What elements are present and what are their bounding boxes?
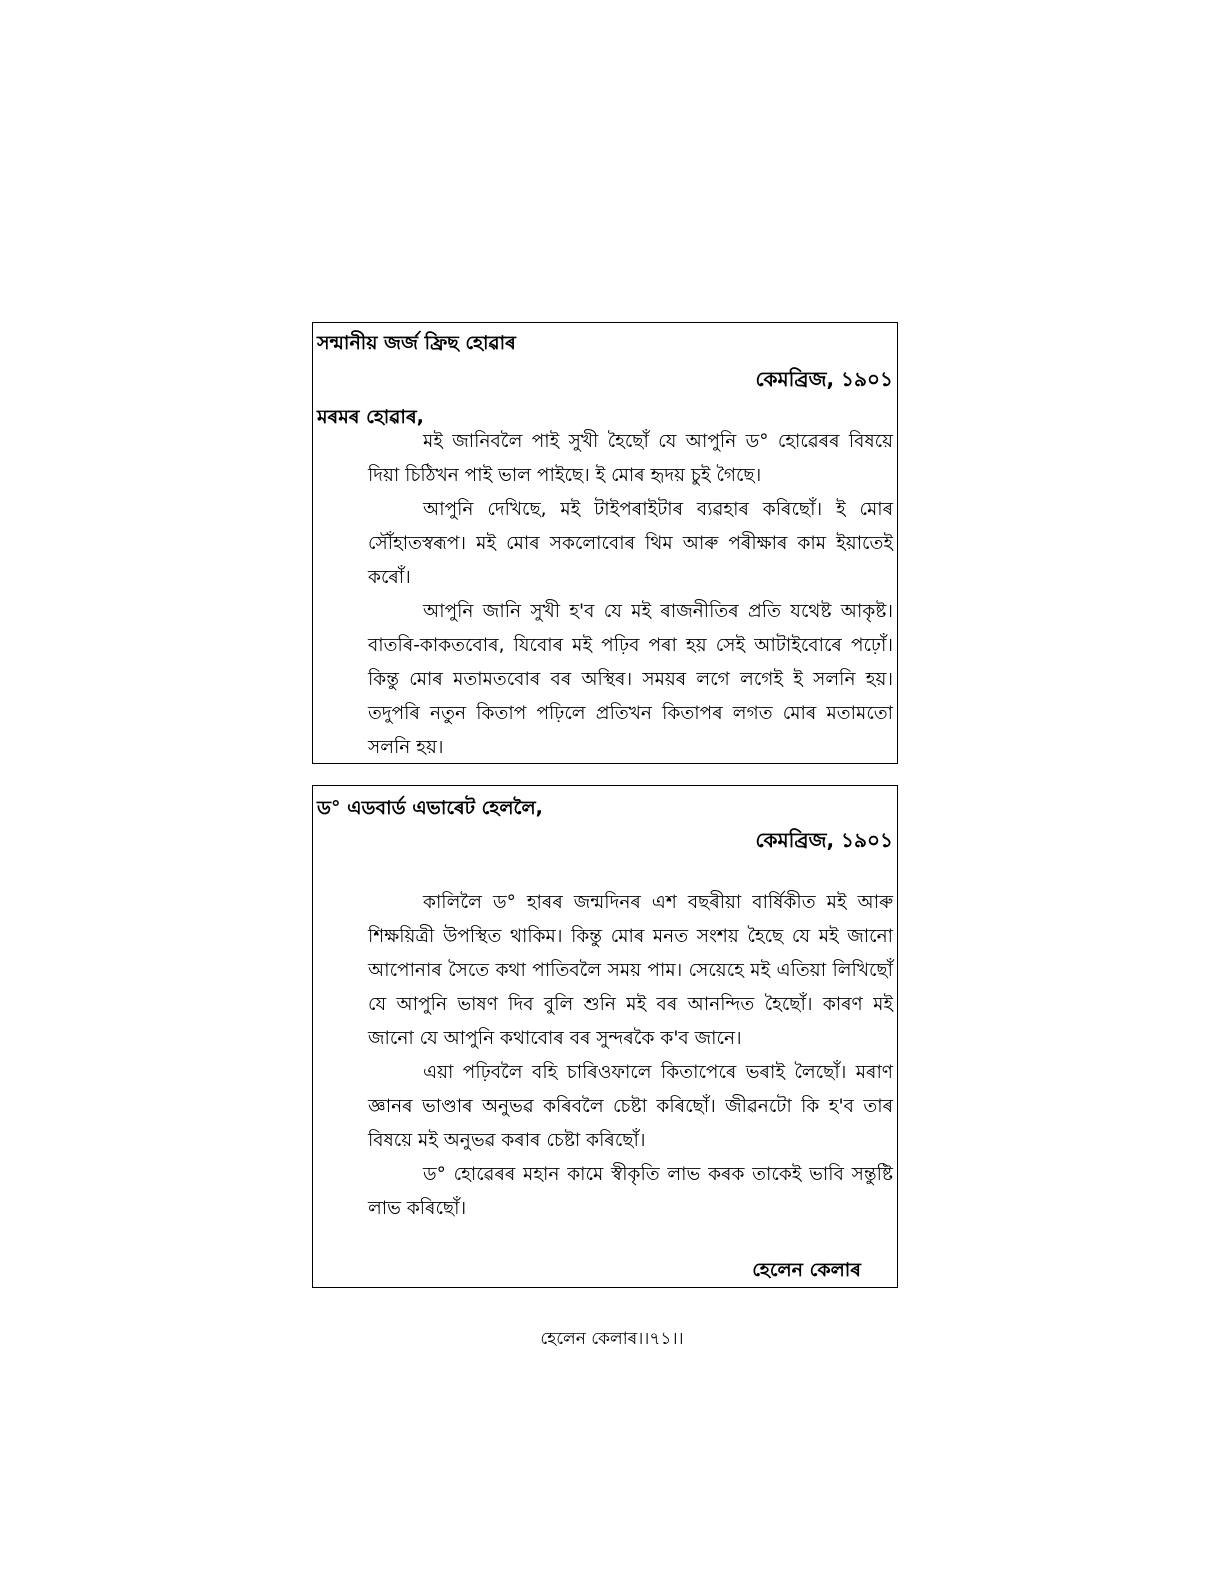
letter-box-2 (312, 785, 898, 1288)
letter-salutation: ড° এডবাৰ্ড এভাৰেট হেললৈ, (317, 797, 543, 819)
letter-paragraph: আপুনি জানি সুখী হ'ব যে মই ৰাজনীতিৰ প্ৰতি যথেষ্ট আকৃষ্ট। বাতৰি-কাকতবোৰ, যিবোৰ মই পঢ়িব পৰা হয় সেই আটাইবোৰে পঢ়োঁ। কিন্তু মোৰ মতামতবোৰ বৰ অস্থিৰ। সময়ৰ লগে লগেই ই সলনি হয়। তদুপৰি নতুন কিতাপ পঢ়িলে প্ৰতিখন কিতাপৰ লগত মোৰ মতামতো সলনি হয়। (368, 601, 893, 758)
letter-body (368, 886, 893, 1226)
letter-paragraph: আপুনি দেখিছে, মই টাইপৰাইটাৰ ব্যৱহাৰ কৰিছোঁ। ই মোৰ সৌঁহাতস্বৰূপ। মই মোৰ সকলোবোৰ থিম আৰু পৰীক্ষাৰ কাম ইয়াতেই কৰোঁ। (368, 499, 893, 588)
letter-box-1 (312, 322, 898, 764)
letter-paragraph: মই জানিবলৈ পাই সুখী হৈছোঁ যে আপুনি ড° হোৱেৰৰ বিষয়ে দিয়া চিঠিখন পাই ভাল পাইছে। ই মোৰ হৃদয় চুই গৈছে। (368, 431, 893, 486)
letter-salutation: সন্মানীয় জৰ্জ ফ্ৰিছ হোৱাৰ (317, 332, 516, 354)
letter-signature: হেলেন কেলাৰ (752, 1259, 861, 1281)
letter-paragraph: কালিলৈ ড° হাৰৰ জন্মদিনৰ এশ বছৰীয়া বাৰ্ষিকীত মই আৰু শিক্ষয়িত্ৰী উপস্থিত থাকিম। কিন্তু মোৰ মনত সংশয় হৈছে যে মই জানো আপোনাৰ সৈতে কথা পাতিবলৈ সময় পাম। সেয়েহে মই এতিয়া লিখিছোঁ যে আপুনি ভাষণ দিব বুলি শুনি মই বৰ আনন্দিত হৈছোঁ। কাৰণ মই জানো যে আপুনি কথাবোৰ বৰ সুন্দৰকৈ ক'ব জানে। (368, 892, 893, 1049)
letter-place-date: কেমব্ৰিজ, ১৯০১ (755, 828, 893, 852)
letter-body (368, 425, 893, 765)
letter-place-date: কেমব্ৰিজ, ১৯০১ (755, 367, 893, 391)
letter-paragraph: ড° হোৱেৰৰ মহান কামে স্বীকৃতি লাভ কৰক তাকেই ভাবি সন্তুষ্টি লাভ কৰিছোঁ। (368, 1164, 893, 1219)
letter-paragraph: এয়া পঢ়িবলৈ বহি চাৰিওফালে কিতাপেৰে ভৰাই লৈছোঁ। মৰাণ জ্ঞানৰ ভাণ্ডাৰ অনুভৱ কৰিবলৈ চেষ্টা কৰিছোঁ। জীৱনটো কি হ'ব তাৰ বিষয়ে মই অনুভৱ কৰাৰ চেষ্টা কৰিছোঁ। (368, 1062, 893, 1151)
page-footer: হেলেন কেলাৰ।।৭১।। (540, 1329, 684, 1349)
letter-greeting: মৰমৰ হোৱাৰ, (317, 406, 424, 428)
